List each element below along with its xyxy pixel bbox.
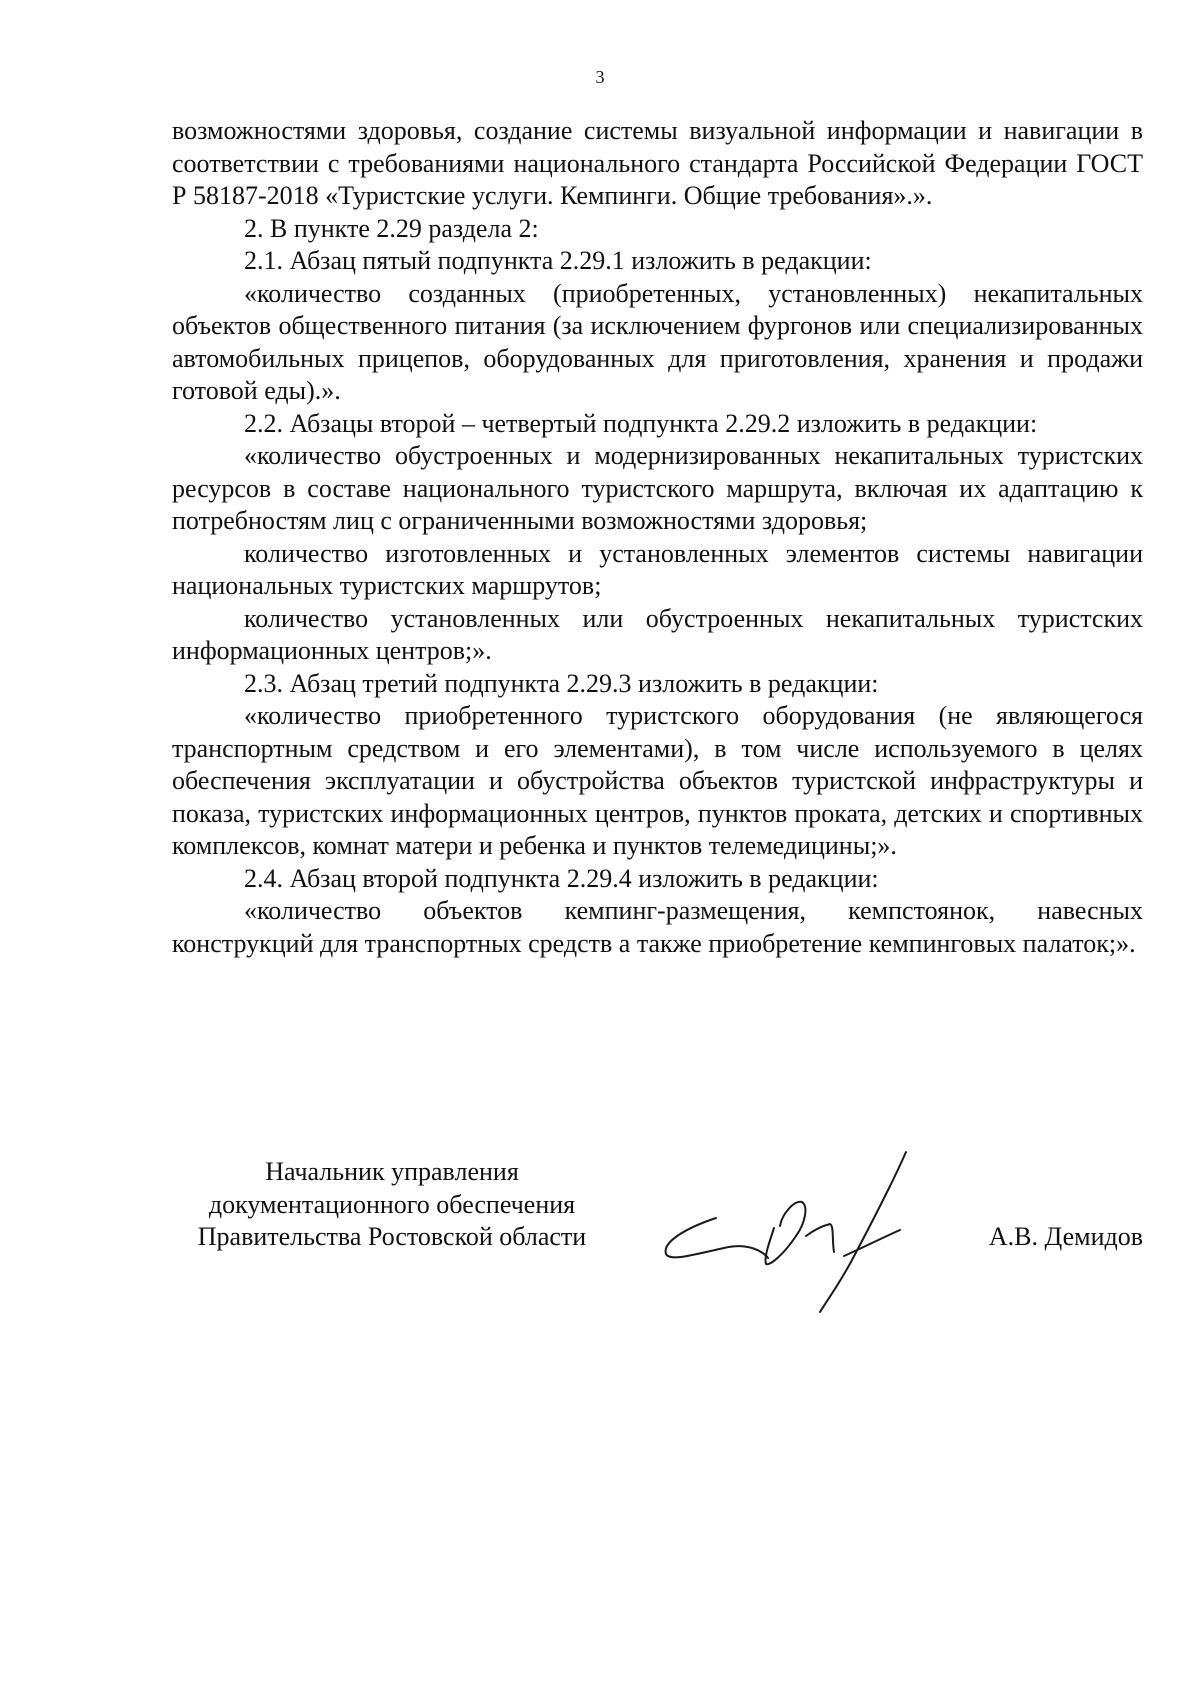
paragraph-6: «количество обустроенных и модернизированных некапитальных туристских ресурсов в составе национального туристского маршрута, включая их адаптацию к потребностям лиц с ограниченными возможностями здоровья;: [172, 441, 1143, 535]
paragraph-5: 2.2. Абзацы второй – четвертый подпункта 2.29.2 изложить в редакции:: [244, 408, 1038, 438]
signature-block: [172, 1156, 1143, 1316]
signatory-title-line-1: Начальник управления: [265, 1157, 519, 1186]
document-body: [172, 115, 1143, 960]
page-number: 3: [595, 67, 605, 87]
paragraph-9: 2.3. Абзац третий подпункта 2.29.3 изложить в редакции:: [244, 668, 879, 698]
signatory-title: [172, 1156, 612, 1254]
paragraph-10: «количество приобретенного туристского оборудования (не являющегося транспортным средством и его элементами), в том числе используемого в целях обеспечения эксплуатации и обустройства объектов туристской инфраструктуры и показа, туристских информационных центров, пунктов проката, детских и спортивных комплексов, комнат матери и ребенка и пунктов телемедицины;».: [172, 701, 1143, 860]
signatory-title-line-3: Правительства Ростовской области: [197, 1222, 587, 1251]
paragraph-11: 2.4. Абзац второй подпункта 2.29.4 изложить в редакции:: [244, 863, 879, 893]
paragraph-7: количество изготовленных и установленных элементов системы навигации национальных туристских маршрутов;: [172, 538, 1143, 600]
paragraph-8: количество установленных или обустроенных некапитальных туристских информационных центров;».: [172, 603, 1143, 665]
paragraph-12: «количество объектов кемпинг-размещения, кемпстоянок, навесных конструкций для транспортных средств а также приобретение кемпинговых палаток;».: [172, 896, 1143, 958]
paragraph-2: 2. В пункте 2.29 раздела 2:: [244, 213, 539, 243]
signatory-title-line-2: документационного обеспечения: [208, 1189, 576, 1219]
signatory-name: А.В. Демидов: [988, 1222, 1143, 1251]
paragraph-4: «количество созданных (приобретенных, установленных) некапитальных объектов общественного питания (за исключением фургонов или специализированных автомобильных прицепов, оборудованных для приготовления, хранения и продажи готовой еды).».: [172, 278, 1143, 405]
paragraph-3: 2.1. Абзац пятый подпункта 2.29.1 изложить в редакции:: [244, 246, 872, 275]
handwritten-signature: [656, 1144, 936, 1319]
paragraph-1: возможностями здоровья, создание системы визуальной информации и навигации в соответствии с требованиями национального стандарта Российской Федерации ГОСТ Р 58187-2018 «Туристские услуги. Кемпинги. Общие требования».».: [172, 116, 1143, 210]
